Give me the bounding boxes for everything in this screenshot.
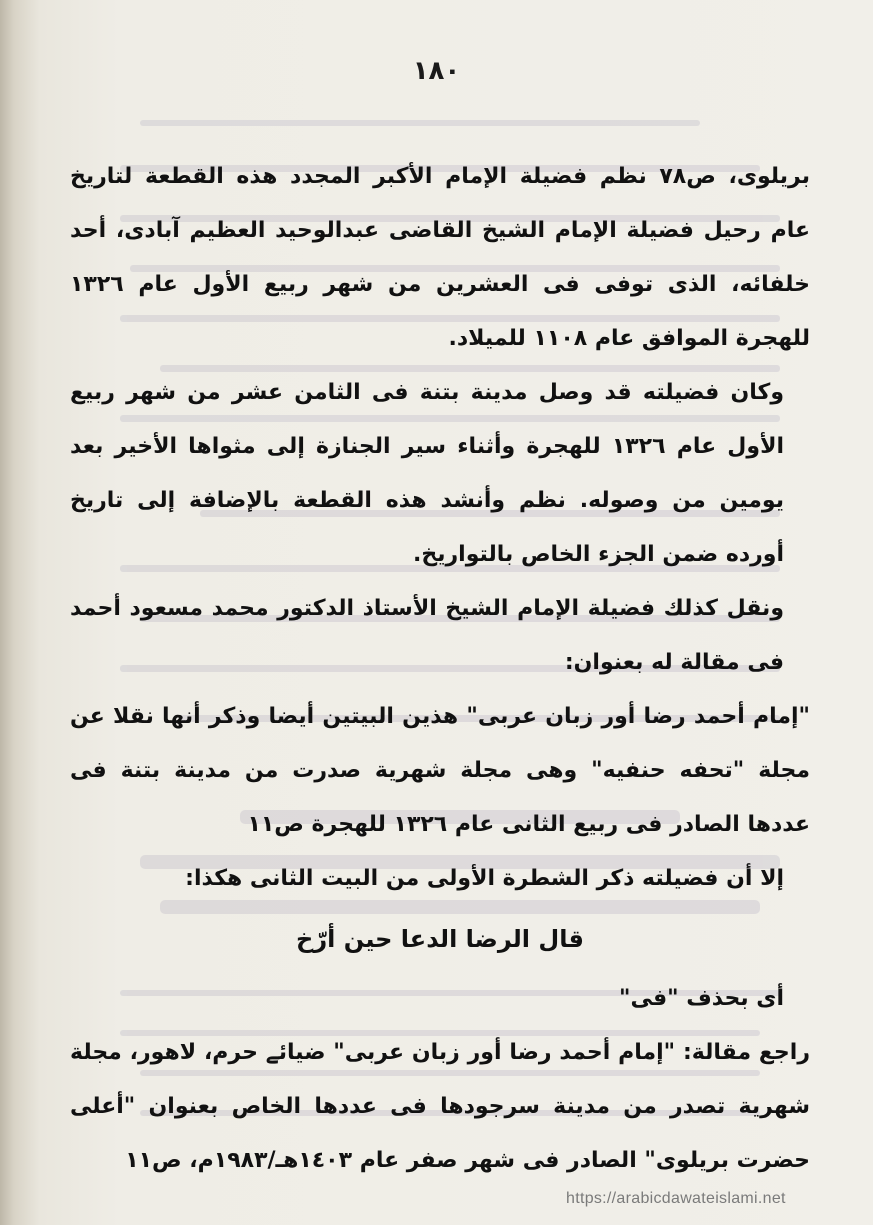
watermark-url: https://arabicdawateislami.net bbox=[566, 1190, 786, 1207]
paragraph-6: أى بحذف "فى" bbox=[619, 986, 784, 1011]
paragraph-2: وكان فضيلته قد وصل مدينة بتنة فى الثامن عشر من شهر ربيع الأول عام ١٣٢٦ للهجرة وأثناء سير الجنازة إلى مثواها الأخير بعد يومين من وصوله. نظم وأنشد هذه القطعة بالإضافة إلى تاريخ أورده ضمن الجزء الخاص بالتواريخ. bbox=[70, 380, 784, 567]
paragraph-5: إلا أن فضيلته ذكر الشطرة الأولى من البيت الثانى هكذا: bbox=[185, 866, 784, 891]
verse-line: قال الرضا الدعا حين أرّخ bbox=[296, 925, 584, 953]
paragraph-3: ونقل كذلك فضيلة الإمام الشيخ الأستاذ الدكتور محمد مسعود أحمد فى مقالة له بعنوان: bbox=[70, 596, 784, 675]
paragraph-4: "إمام أحمد رضا أور زبان عربى" هذين البيتين أيضا وذكر أنها نقلا عن مجلة "تحفه حنفيه" وهى مجلة شهرية صدرت من مدينة بتنة فى عددها الصادر فى ربيع الثانى عام ١٣٢٦ للهجرة ص١١ bbox=[70, 704, 810, 837]
page-number: ١٨٠ bbox=[412, 56, 461, 86]
body-text bbox=[70, 150, 810, 1188]
paragraph-1: بريلوى، ص٧٨ نظم فضيلة الإمام الأكبر المجدد هذه القطعة لتاريخ عام رحيل فضيلة الإمام الشيخ القاضى عبدالوحيد العظيم آبادى، أحد خلفائه، الذى توفى فى العشرين من شهر ربيع الأول عام ١٣٢٦ للهجرة الموافق عام ١١٠٨ للميلاد. bbox=[70, 164, 810, 351]
paragraph-7: راجع مقالة: "إمام أحمد رضا أور زبان عربى" ضيائے حرم، لاهور، مجلة شهرية تصدر من مدينة سرجودها فى عددها الخاص بعنوان "أعلى حضرت بريلوى" الصادر فى شهر صفر عام ١٤٠٣هـ/١٩٨٣م، ص١١ bbox=[70, 1040, 810, 1173]
